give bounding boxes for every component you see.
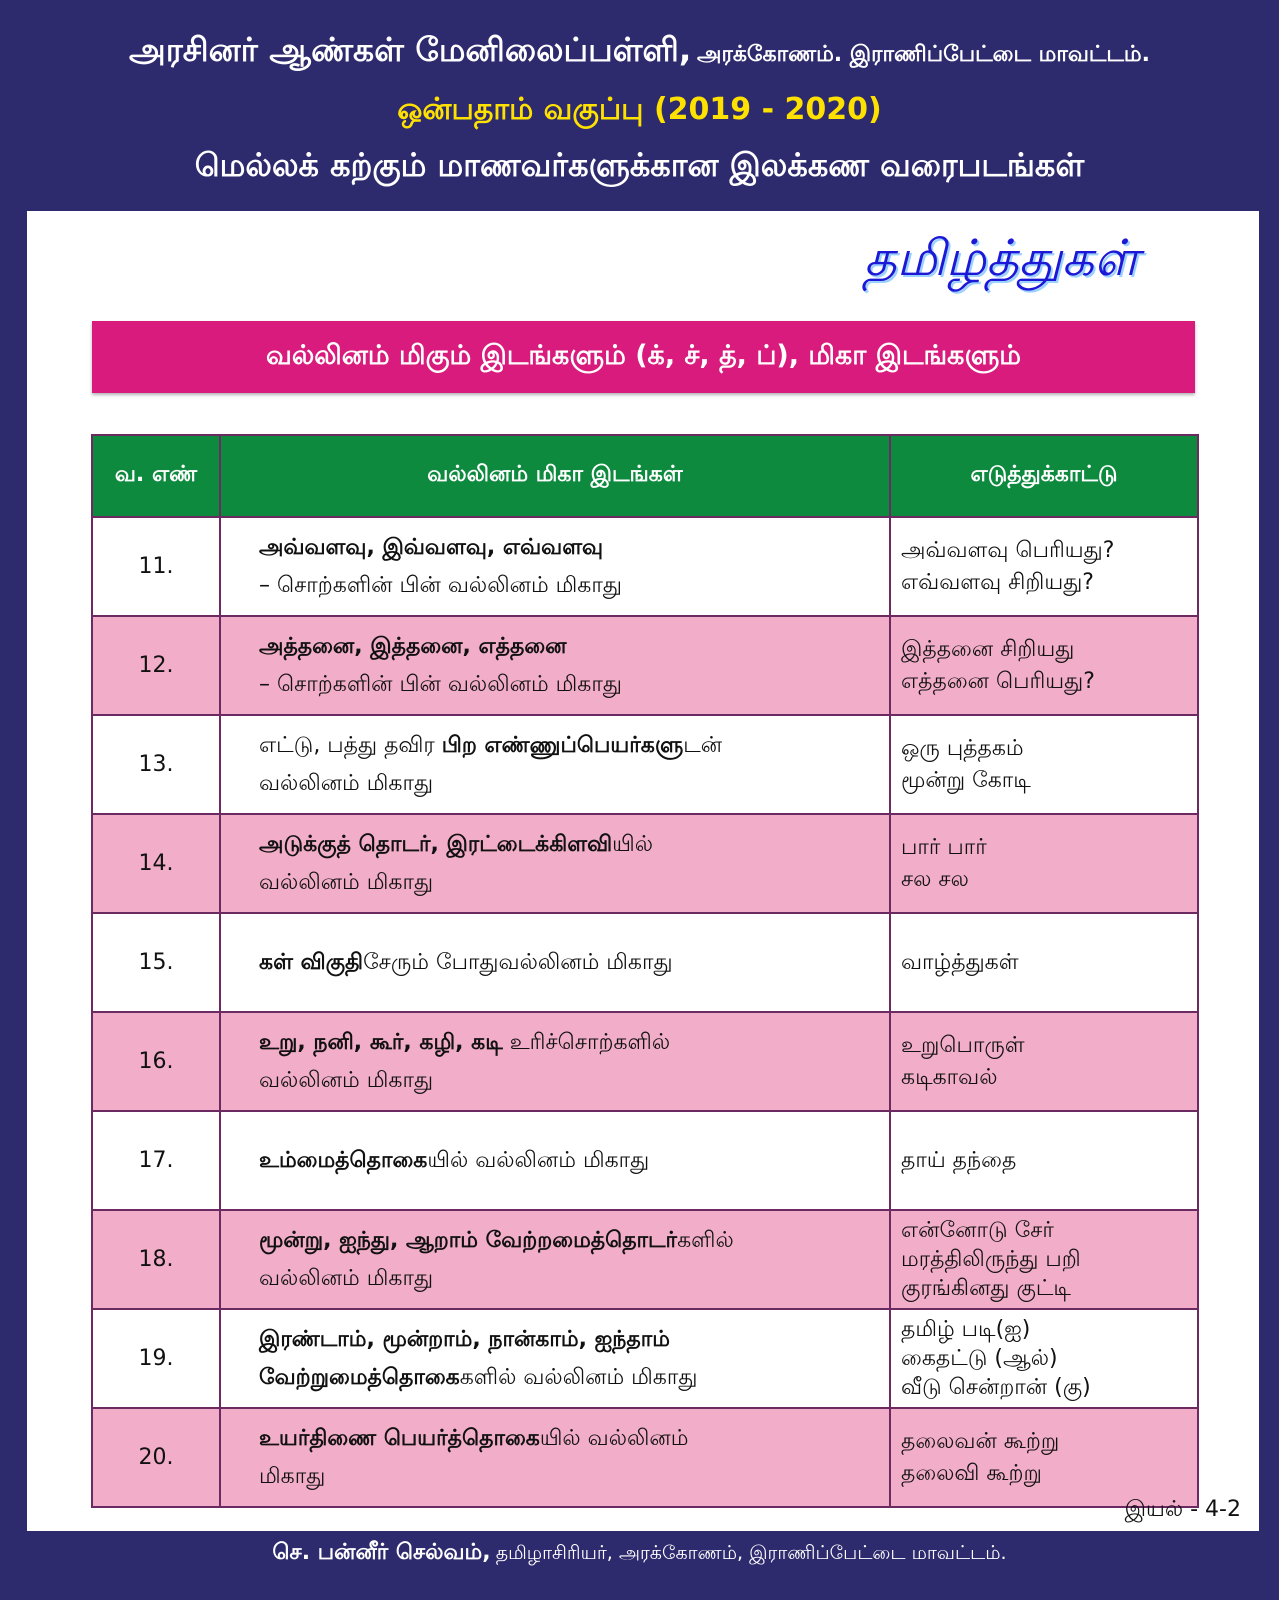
row-rule: எட்டு, பத்து தவிர பிற எண்ணுப்பெயர்களுடன் வல்லினம் மிகாது [220, 715, 890, 814]
table-row [92, 913, 1198, 1012]
row-number: 15. [92, 913, 220, 1012]
row-example: வாழ்த்துகள் [890, 913, 1198, 1012]
row-example: தலைவன் கூற்று தலைவி கூற்று [890, 1408, 1198, 1507]
content-sheet [27, 211, 1259, 1531]
table-row [92, 1408, 1198, 1507]
row-rule: அவ்வளவு, இவ்வளவு, எவ்வளவு – சொற்களின் பின் வல்லினம் மிகாது [220, 517, 890, 616]
author-name: செ. பன்னீர் செல்வம், [272, 1540, 491, 1565]
row-rule: மூன்று, ஐந்து, ஆறாம் வேற்றமைத்தொடர்களில் வல்லினம் மிகாது [220, 1210, 890, 1309]
rules-table [91, 434, 1199, 1508]
table-header-row [92, 435, 1198, 517]
row-number: 19. [92, 1309, 220, 1408]
table-row [92, 616, 1198, 715]
table-row [92, 1111, 1198, 1210]
subtitle: மெல்லக் கற்கும் மாணவர்களுக்கான இலக்கண வரைபடங்கள் [194, 146, 1085, 184]
row-number: 14. [92, 814, 220, 913]
header-example: எடுத்துக்காட்டு [890, 435, 1198, 517]
row-rule: உயர்திணை பெயர்த்தொகையில் வல்லினம் மிகாது [220, 1408, 890, 1507]
row-number: 11. [92, 517, 220, 616]
row-rule: உம்மைத்தொகையில் வல்லினம் மிகாது [220, 1111, 890, 1210]
header-rule: வல்லினம் மிகா இடங்கள் [220, 435, 890, 517]
row-rule: உறு, நனி, கூர், கழி, கடி உரிச்சொற்களில் வல்லினம் மிகாது [220, 1012, 890, 1111]
row-example: ஒரு புத்தகம் மூன்று கோடி [890, 715, 1198, 814]
header-number: வ. எண் [92, 435, 220, 517]
school-place: அரக்கோணம். இராணிப்பேட்டை மாவட்டம். [697, 42, 1150, 67]
row-rule: இரண்டாம், மூன்றாம், நான்காம், ஐந்தாம் வேற்றுமைத்தொகைகளில் வல்லினம் மிகாது [220, 1309, 890, 1408]
row-number: 13. [92, 715, 220, 814]
row-example: இத்தனை சிறியது எத்தனை பெரியது? [890, 616, 1198, 715]
footer [0, 1540, 1279, 1568]
school-name: அரசினர் ஆண்கள் மேனிலைப்பள்ளி, [129, 30, 692, 69]
table-row [92, 1309, 1198, 1408]
author-designation: தமிழாசிரியர், அரக்கோணம், இராணிப்பேட்டை மாவட்டம். [495, 1542, 1007, 1564]
topic-banner: வல்லினம் மிகும் இடங்களும் (க், ச், த், ப்), மிகா இடங்களும் [92, 321, 1195, 393]
row-example: தமிழ் படி(ஐ) கைதட்டு (ஆல்) வீடு சென்றான் (கு) [890, 1309, 1198, 1408]
table-row [92, 1210, 1198, 1309]
row-example: என்னோடு சேர் மரத்திலிருந்து பறி குரங்கினது குட்டி [890, 1210, 1198, 1309]
row-rule: கள் விகுதிசேரும் போதுவல்லினம் மிகாது [220, 913, 890, 1012]
row-example: பார் பார் சல சல [890, 814, 1198, 913]
row-rule: அத்தனை, இத்தனை, எத்தனை – சொற்களின் பின் வல்லினம் மிகாது [220, 616, 890, 715]
table-row [92, 1012, 1198, 1111]
table-row [92, 814, 1198, 913]
header [0, 0, 1279, 210]
school-title [0, 30, 1279, 74]
row-rule: அடுக்குத் தொடர், இரட்டைக்கிளவியில் வல்லினம் மிகாது [220, 814, 890, 913]
table-row [92, 715, 1198, 814]
row-number: 18. [92, 1210, 220, 1309]
brand-logo: தமிழ்த்துகள் [863, 229, 1139, 287]
table-row [92, 517, 1198, 616]
row-number: 20. [92, 1408, 220, 1507]
class-year: ஒன்பதாம் வகுப்பு (2019 - 2020) [397, 92, 882, 127]
row-number: 17. [92, 1111, 220, 1210]
row-number: 16. [92, 1012, 220, 1111]
row-number: 12. [92, 616, 220, 715]
page-label: இயல் - 4-2 [1124, 1497, 1241, 1522]
row-example: அவ்வளவு பெரியது? எவ்வளவு சிறியது? [890, 517, 1198, 616]
row-example: தாய் தந்தை [890, 1111, 1198, 1210]
row-example: உறுபொருள் கடிகாவல் [890, 1012, 1198, 1111]
